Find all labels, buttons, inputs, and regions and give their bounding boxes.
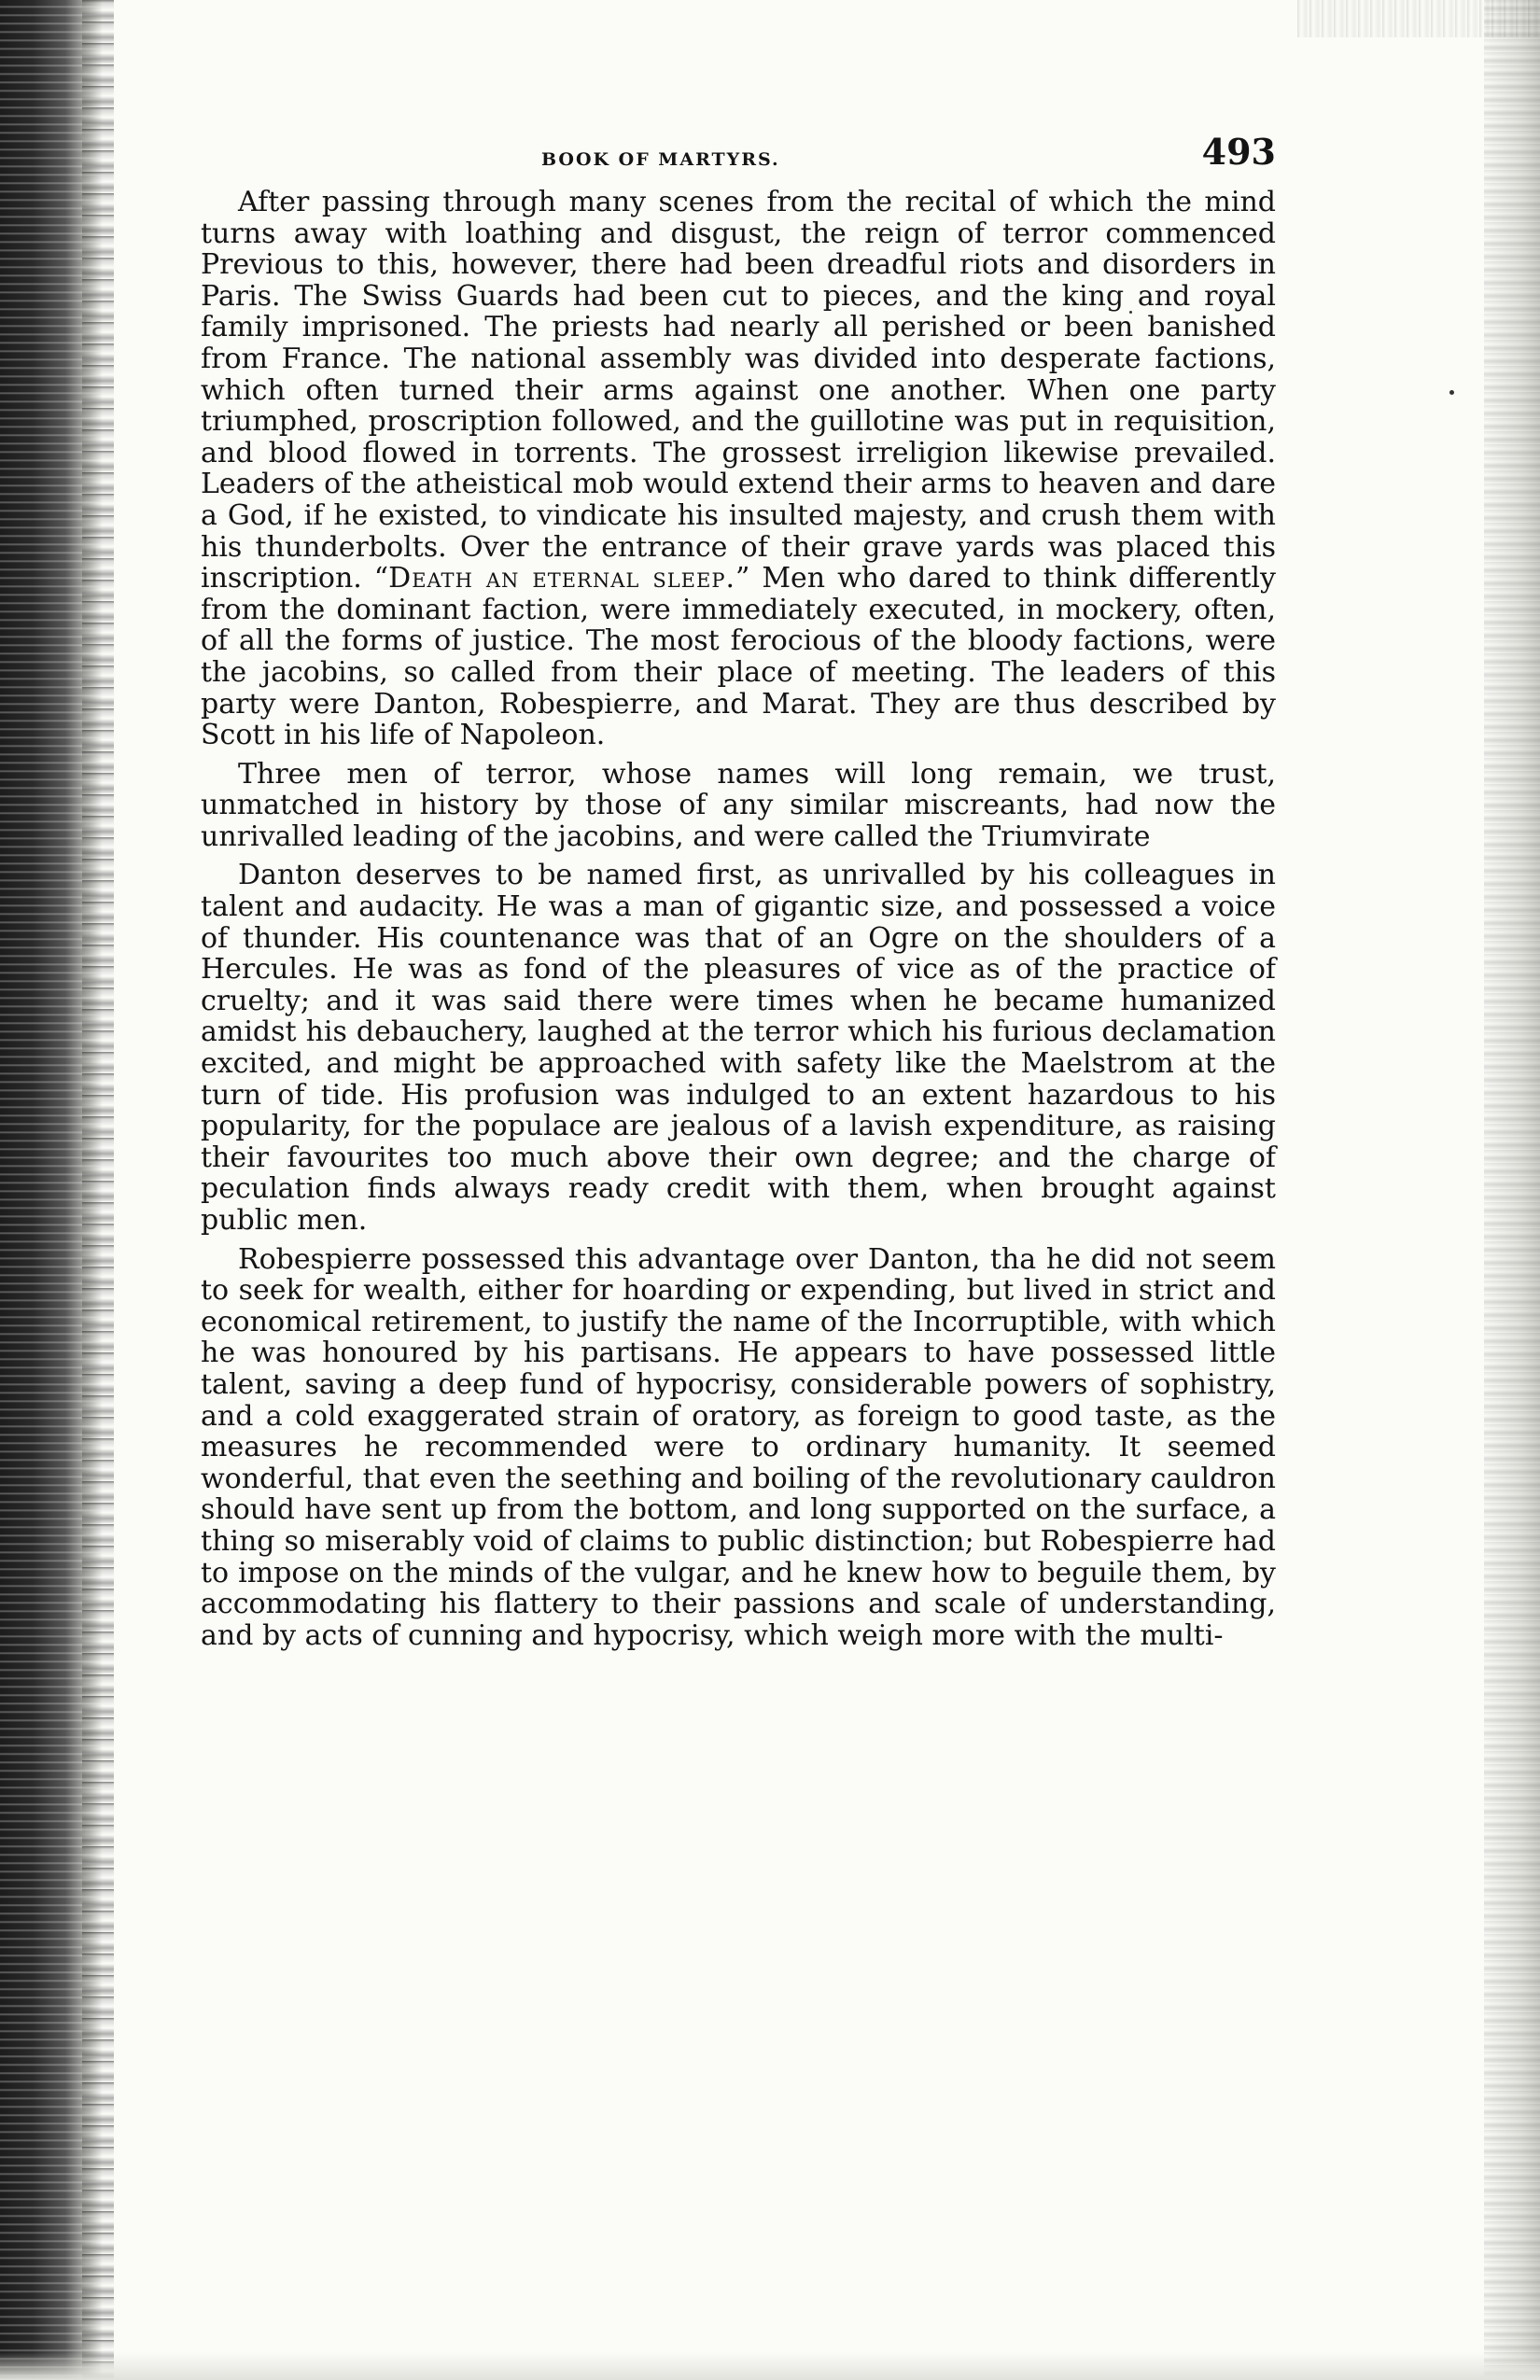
- inscription-emphasis: Death an eternal sleep.: [388, 562, 735, 595]
- running-head: [201, 131, 1276, 177]
- page-edge-right: [1484, 0, 1540, 2380]
- page-number: 493: [1201, 131, 1276, 173]
- page-bottom-shadow: [0, 2352, 1540, 2380]
- running-title: BOOK OF MARTYRS.: [541, 149, 780, 170]
- binding-edge-texture: [82, 0, 114, 2380]
- paragraph-text: ” Men who dared to think differently from the dominant faction, were immediately executed, in mockery, often, of all the forms of justice. The most ferocious of the bloody factions, were the jacobins, so called from their place of meeting. The leaders of this party were Danton, Robespierre, and Marat. They are thus described by Scott in his life of Napoleon.: [201, 562, 1276, 752]
- paragraph-text: After passing through many scenes from the recital of which the mind turns away with loathing and disgust, the reign of terror commenced Previous to this, however, there had been dreadful riots and disorders in Paris. The Swiss Guards had been cut to pieces, and the king and royal family imprisoned. The priests had nearly all perished or been banished from France. The national assembly was divided into desperate factions, which often turned their arms against one another. When one party triumphed, proscription followed, and the guillotine was put in requisition, and blood flowed in torrents. The grossest irreligion likewise prevailed. Leaders of the atheistical mob would extend their arms to heaven and dare a God, if he existed, to vindicate his insulted majesty, and crush them with his thunderbolts. Over the entrance of their grave yards was placed this inscription. “: [201, 186, 1276, 595]
- paragraph-danton: Danton deserves to be named first, as unrivalled by his colleagues in talent and audacity. He was a man of gigantic size, and possessed a voice of thunder. His countenance was that of an Ogre on the shoulders of a Hercules. He was as fond of the pleasures of vice as of the practice of cruelty; and it was said there were times when he became humanized amidst his debauchery, laughed at the terror which his furious declamation excited, and might be approached with safety like the Maelstrom at the turn of tide. His profusion was indulged to an extent hazardous to his popularity, for the populace are jealous of a lavish expenditure, as raising their favourites too much above their own degree; and the charge of peculation finds always ready credit with them, when brought against public men.: [201, 859, 1276, 1237]
- paragraph-robespierre: Robespierre possessed this advantage over Danton, tha he did not seem to seek for wealth, either for hoarding or expending, but lived in strict and economical retirement, to justify the name of the Incorruptible, with which he was honoured by his partisans. He appears to have possessed little talent, saving a deep fund of hypocrisy, considerable powers of sophistry, and a cold exaggerated strain of oratory, as foreign to good taste, as the measures he recommended were to ordinary humanity. It seemed wonderful, that even the seething and boiling of the revolutionary cauldron should have sent up from the bottom, and long supported on the surface, a thing so miserably void of claims to public distinction; but Robespierre had to impose on the minds of the vulgar, and he knew how to beguile them, by accommodating his flattery to their passions and scale of understanding, and by acts of cunning and hypocrisy, which weigh more with the multi-: [201, 1242, 1276, 1652]
- ink-speck: [1449, 390, 1454, 395]
- body-text: [201, 187, 1276, 1659]
- paragraph-reign-of-terror: [201, 187, 1276, 751]
- paragraph-triumvirate: Three men of terror, whose names will long remain, we trust, unmatched in history by those of any similar miscreants, had now the unrivalled leading of the jacobins, and were called the Triumvirate: [201, 757, 1276, 853]
- scan-smudge: [1297, 0, 1540, 37]
